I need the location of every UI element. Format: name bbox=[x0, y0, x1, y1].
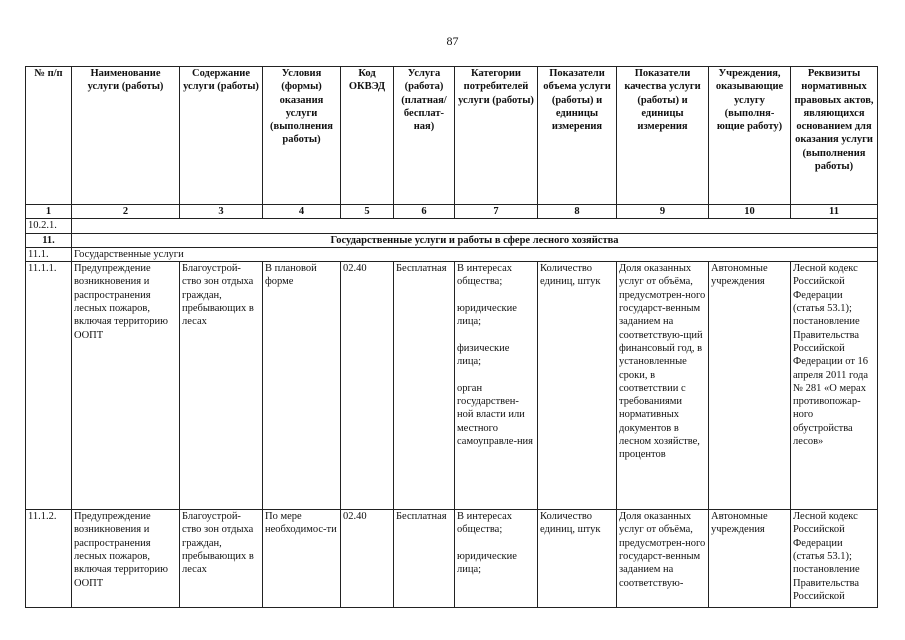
volume-indicators: Количество единиц, штук bbox=[538, 262, 617, 510]
column-number: 6 bbox=[394, 205, 455, 219]
column-header: № п/п bbox=[26, 67, 72, 205]
column-number: 2 bbox=[72, 205, 180, 219]
page-number: 87 bbox=[446, 34, 459, 48]
service-name: Предупреждение возникновения и распространения лесных пожаров, включая территорию ООПТ bbox=[72, 510, 180, 608]
column-number: 1 bbox=[26, 205, 72, 219]
column-number: 7 bbox=[455, 205, 538, 219]
column-number-row bbox=[26, 205, 878, 219]
legal-acts: Лесной кодекс Российской Федерации (статья 53.1); постановление Правительства Российской bbox=[791, 510, 878, 608]
column-number: 10 bbox=[709, 205, 791, 219]
column-number: 11 bbox=[791, 205, 878, 219]
column-header: Наименование услуги (работы) bbox=[72, 67, 180, 205]
service-conditions: В плановой форме bbox=[263, 262, 341, 510]
column-header: Учреждения, оказывающие услугу (выполня-ющие работу) bbox=[709, 67, 791, 205]
column-number: 8 bbox=[538, 205, 617, 219]
section-title: Государственные услуги bbox=[72, 247, 878, 261]
row-number: 11.1.1. bbox=[26, 262, 72, 510]
quality-indicators: Доля оказанных услуг от объёма, предусмотрен-ного государст-венным заданием на соответствую-щий финансовый год, в установленные сроки, в соответствии с требованиями нормативных документов в лесном хозяйстве, процентов bbox=[617, 262, 709, 510]
section-number: 10.2.1. bbox=[26, 219, 72, 233]
column-number: 5 bbox=[341, 205, 394, 219]
consumer-categories: В интересах общества; юридические лица; физические лица; орган государствен-ной власти или местного самоуправле-ния bbox=[455, 262, 538, 510]
column-number: 4 bbox=[263, 205, 341, 219]
row-number: 11.1.2. bbox=[26, 510, 72, 608]
table-row bbox=[26, 510, 878, 608]
column-header: Реквизиты нормативных правовых актов, являющихся основанием для оказания услуги (выполнения работы) bbox=[791, 67, 878, 205]
column-number: 3 bbox=[180, 205, 263, 219]
payment-type: Бесплатная bbox=[394, 262, 455, 510]
service-content: Благоустрой-ство зон отдыха граждан, пребывающих в лесах bbox=[180, 510, 263, 608]
volume-indicators: Количество единиц, штук bbox=[538, 510, 617, 608]
section-title bbox=[72, 219, 878, 233]
column-number: 9 bbox=[617, 205, 709, 219]
services-table bbox=[25, 66, 878, 608]
service-conditions: По мере необходимос-ти bbox=[263, 510, 341, 608]
section-row bbox=[26, 219, 878, 233]
legal-acts: Лесной кодекс Российской Федерации (статья 53.1); постановление Правительства Российской Федерации от 16 апреля 2011 года № 281 «О мерах противопожар-ного обустройства лесов» bbox=[791, 262, 878, 510]
section-row bbox=[26, 233, 878, 247]
column-header: Условия (формы) оказания услуги (выполнения работы) bbox=[263, 67, 341, 205]
column-header: Показатели объема услуги (работы) и единицы измерения bbox=[538, 67, 617, 205]
column-header: Содержание услуги (работы) bbox=[180, 67, 263, 205]
section-number: 11. bbox=[26, 233, 72, 247]
section-title: Государственные услуги и работы в сфере лесного хозяйства bbox=[72, 233, 878, 247]
column-header: Категории потребителей услуги (работы) bbox=[455, 67, 538, 205]
service-content: Благоустрой-ство зон отдыха граждан, пребывающих в лесах bbox=[180, 262, 263, 510]
payment-type: Бесплатная bbox=[394, 510, 455, 608]
institutions: Автономные учреждения bbox=[709, 510, 791, 608]
quality-indicators: Доля оказанных услуг от объёма, предусмотрен-ного государст-венным заданием на соответствую- bbox=[617, 510, 709, 608]
service-name: Предупреждение возникновения и распространения лесных пожаров, включая территорию ООПТ bbox=[72, 262, 180, 510]
table-row bbox=[26, 262, 878, 510]
column-header: Услуга (работа) (платная/ бесплат-ная) bbox=[394, 67, 455, 205]
column-header: Показатели качества услуги (работы) и единицы измерения bbox=[617, 67, 709, 205]
okved-code: 02.40 bbox=[341, 510, 394, 608]
institutions: Автономные учреждения bbox=[709, 262, 791, 510]
header-row bbox=[26, 67, 878, 205]
section-row bbox=[26, 247, 878, 261]
okved-code: 02.40 bbox=[341, 262, 394, 510]
column-header: Код ОКВЭД bbox=[341, 67, 394, 205]
section-number: 11.1. bbox=[26, 247, 72, 261]
consumer-categories: В интересах общества; юридические лица; bbox=[455, 510, 538, 608]
